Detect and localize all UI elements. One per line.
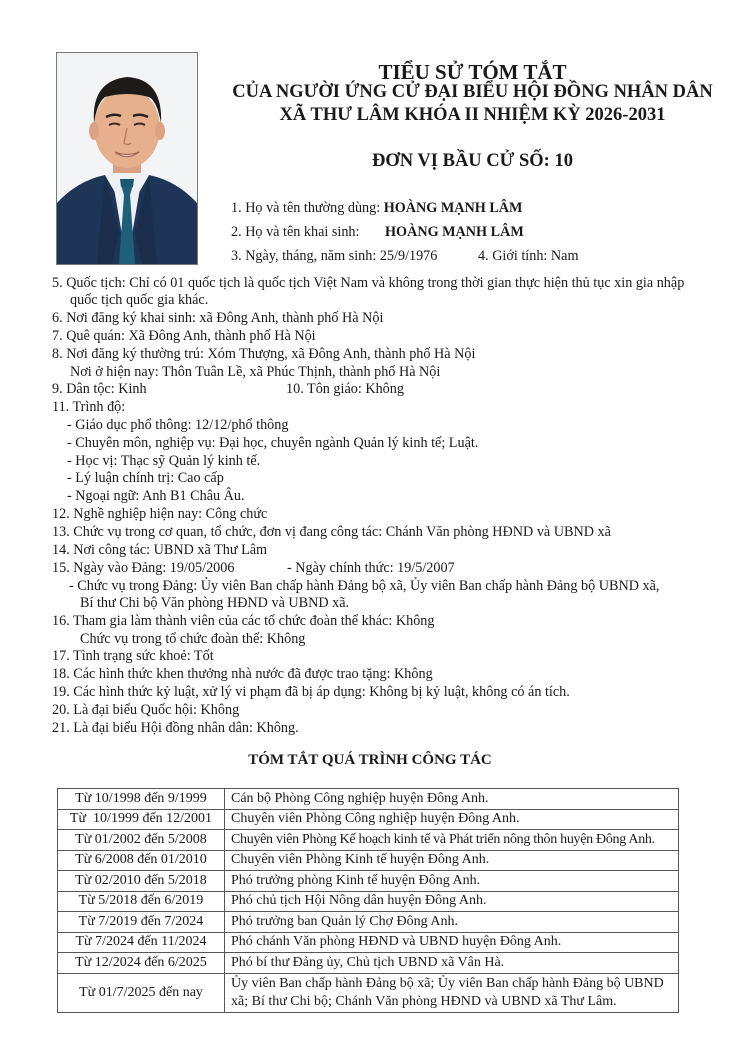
field-birth-registration: 6. Nơi đăng ký khai sinh: xã Đông Anh, thành phố Hà Nội	[52, 310, 384, 326]
field-occupation: 12. Nghề nghiệp hiện nay: Công chức	[52, 506, 268, 522]
period-cell: Từ 7/2024 đến 11/2024	[58, 932, 225, 953]
field-birth-date: 3. Ngày, tháng, năm sinh: 25/9/1976	[231, 248, 438, 264]
period-cell: Từ 7/2019 đến 7/2024	[58, 912, 225, 933]
position-cell: Chuyên viên Phòng Công nghiệp huyện Đông Anh.	[225, 809, 679, 830]
field-label: 2. Họ và tên khai sinh:	[231, 224, 360, 240]
candidate-photo	[56, 52, 198, 265]
position-cell: Cán bộ Phòng Công nghiệp huyện Đông Anh.	[225, 789, 679, 810]
work-history-title: TÓM TẮT QUÁ TRÌNH CÔNG TÁC	[248, 752, 492, 768]
field-national-assembly: 20. Là đại biểu Quốc hội: Không	[52, 702, 240, 718]
portrait-icon	[57, 53, 197, 264]
field-education: 11. Trình độ:	[52, 399, 126, 415]
period-cell: Từ 01/2002 đến 5/2008	[58, 830, 225, 851]
field-ethnicity: 9. Dân tộc: Kinh	[52, 381, 147, 397]
position-cell: Phó trưởng phòng Kinh tế huyện Đông Anh.	[225, 871, 679, 892]
table-row	[58, 891, 679, 912]
table-row	[58, 830, 679, 851]
field-academic-degree: - Học vị: Thạc sỹ Quản lý kinh tế.	[67, 453, 261, 469]
document-subtitle-term: XÃ THƯ LÂM KHÓA II NHIỆM KỲ 2026-2031	[279, 105, 666, 125]
candidate-birth-name: HOÀNG MẠNH LÂM	[385, 224, 524, 240]
field-party-official-date: - Ngày chính thức: 19/5/2007	[287, 560, 455, 576]
field-current-residence: Nơi ở hiện nay: Thôn Tuân Lề, xã Phúc Thịnh, thành phố Hà Nội	[70, 364, 441, 380]
field-peoples-council: 21. Là đại biểu Hội đồng nhân dân: Không.	[52, 720, 299, 736]
period-cell: Từ 02/2010 đến 5/2018	[58, 871, 225, 892]
table-row	[58, 809, 679, 830]
period-cell: Từ 12/2024 đến 6/2025	[58, 953, 225, 974]
field-discipline: 19. Các hình thức kỷ luật, xử lý vi phạm đã bị áp dụng: Không bị kỷ luật, không có án tích.	[52, 684, 570, 700]
field-professional-qualification: - Chuyên môn, nghiệp vụ: Đại học, chuyên ngành Quản lý kinh tế; Luật.	[67, 435, 479, 451]
field-party-position: - Chức vụ trong Đảng: Ủy viên Ban chấp hành Đảng bộ xã, Ủy viên Ban chấp hành Đảng bộ UBND xã,	[69, 578, 660, 594]
position-cell: Chuyên viên Phòng Kế hoạch kinh tế và Phát triển nông thôn huyện Đông Anh.	[225, 830, 679, 851]
field-workplace: 14. Nơi công tác: UBND xã Thư Lâm	[52, 542, 268, 558]
field-label: 1. Họ và tên thường dùng:	[231, 200, 384, 216]
table-row	[58, 973, 679, 1012]
field-awards: 18. Các hình thức khen thưởng nhà nước đã được trao tặng: Không	[52, 666, 433, 682]
field-hometown: 7. Quê quán: Xã Đông Anh, thành phố Hà Nội	[52, 328, 316, 344]
period-cell: Từ 10/1998 đến 9/1999	[58, 789, 225, 810]
field-permanent-residence: 8. Nơi đăng ký thường trú: Xóm Thượng, xã Đông Anh, thành phố Hà Nội	[52, 346, 476, 362]
work-history-table	[57, 788, 679, 1013]
field-religion: 10. Tôn giáo: Không	[286, 381, 404, 397]
field-general-education: - Giáo dục phổ thông: 12/12/phổ thông	[67, 417, 289, 433]
field-organization-position: Chức vụ trong tổ chức đoàn thể: Không	[80, 631, 306, 647]
position-cell: Phó trưởng ban Quản lý Chợ Đông Anh.	[225, 912, 679, 933]
field-foreign-language: - Ngoại ngữ: Anh B1 Châu Âu.	[67, 488, 245, 504]
field-party-join-date: 15. Ngày vào Đảng: 19/05/2006	[52, 560, 235, 576]
document-title: TIỂU SỬ TÓM TẮT	[378, 60, 567, 84]
period-cell: Từ 10/1999 đến 12/2001	[58, 809, 225, 830]
field-current-position: 13. Chức vụ trong cơ quan, tổ chức, đơn vị đang công tác: Chánh Văn phòng HĐND và UBND xã	[52, 524, 611, 540]
field-health: 17. Tình trạng sức khoẻ: Tốt	[52, 648, 214, 664]
period-cell: Từ 01/7/2025 đến nay	[58, 973, 225, 1012]
table-row	[58, 912, 679, 933]
position-cell: Phó chủ tịch Hội Nông dân huyện Đông Anh.	[225, 891, 679, 912]
document-subtitle: CỦA NGƯỜI ỨNG CỬ ĐẠI BIỂU HỘI ĐỒNG NHÂN DÂN	[232, 82, 713, 102]
table-row	[58, 871, 679, 892]
table-row	[58, 789, 679, 810]
field-gender: 4. Giới tính: Nam	[478, 248, 579, 264]
candidate-name: HOÀNG MẠNH LÂM	[383, 200, 523, 216]
field-political-theory: - Lý luận chính trị: Cao cấp	[67, 470, 224, 486]
field-birth-name	[231, 223, 359, 241]
position-cell: Ủy viên Ban chấp hành Đảng bộ xã; Ủy viên Ban chấp hành Đảng bộ UBND xã; Bí thư Chi bộ; Chánh Văn phòng HĐND và UBND xã Thư Lâm.	[225, 973, 679, 1012]
table-row	[58, 953, 679, 974]
field-nationality-cont: quốc tịch quốc gia khác.	[70, 292, 209, 308]
table-row	[58, 850, 679, 871]
position-cell: Chuyên viên Phòng Kinh tế huyện Đông Anh.	[225, 850, 679, 871]
field-party-position-cont: Bí thư Chi bộ Văn phòng HĐND và UBND xã.	[80, 595, 350, 611]
field-organizations: 16. Tham gia làm thành viên của các tổ chức đoàn thể khác: Không	[52, 613, 435, 629]
position-cell: Phó bí thư Đảng ủy, Chủ tịch UBND xã Vân Hà.	[225, 953, 679, 974]
table-row	[58, 932, 679, 953]
field-nationality: 5. Quốc tịch: Chỉ có 01 quốc tịch là quốc tịch Việt Nam và không trong thời gian thực hiện thủ tục xin gia nhập	[52, 275, 685, 291]
period-cell: Từ 5/2018 đến 6/2019	[58, 891, 225, 912]
period-cell: Từ 6/2008 đến 01/2010	[58, 850, 225, 871]
position-cell: Phó chánh Văn phòng HĐND và UBND huyện Đông Anh.	[225, 932, 679, 953]
election-unit: ĐƠN VỊ BẦU CỬ SỐ: 10	[372, 151, 573, 171]
field-common-name	[231, 199, 522, 217]
